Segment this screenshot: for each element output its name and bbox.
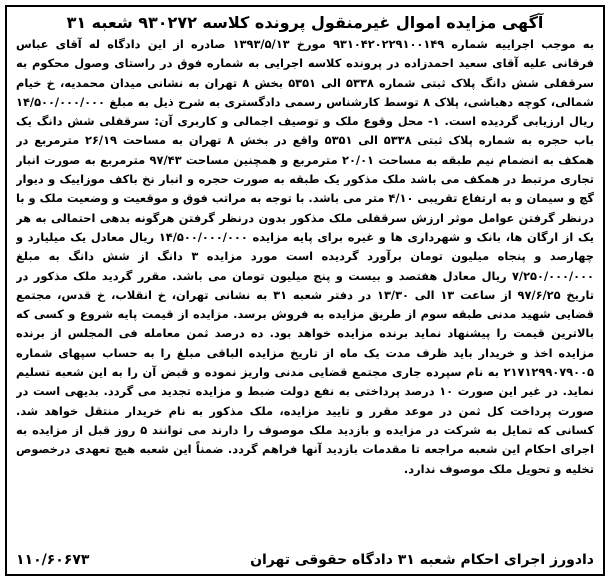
notice-footer xyxy=(16,550,594,570)
notice-title: آگهی مزایده اموال غیرمنقول پرونده کلاسه ۹۳۰۲۷۲ شعبه ۳۱ xyxy=(66,13,544,32)
notice-reference: ۱۱۰/۶۰۶۷۳ xyxy=(16,552,90,568)
notice-body: به موجب اجراییه شماره ۹۳۱۰۴۲۰۲۲۹۱۰۰۱۴۹ مورخ ۱۳۹۳/۵/۱۳ صادره از این دادگاه له آقای عباس فرقانی علیه آقای سعید احمدزاده در پرونده کلاسه اجرایی به شماره فوق در راستای وصول محکوم به سرقفلی شش دانگ پلاک ثبتی شماره ۵۳۳۸ الی ۵۳۵۱ بخش ۸ تهران به نشانی میدان محمدیه، خ خیام شمالی، کوچه دهباشی، پلاک ۸ توسط کارشناس رسمی دادگستری به شرح ذیل به مبلغ ۱۴/۵۰۰/۰۰۰/۰۰۰ ریال ارزیابی گردیده است. ۱- محل وقوع ملک و توصیف اجمالی و کاربری آن: سرقفلی شش دانگ یک باب حجره به شماره پلاک ثبتی ۵۳۳۸ الی ۵۳۵۱ واقع در بخش ۸ تهران به مساحت ۲۶/۱۹ مترمربع در همکف به انضمام نیم طبقه به مساحت ۲۰/۰۱ مترمربع و همچنین مساحت ۹۷/۴۳ مترمربع به صورت انبار تجاری مرتبط در همکف می باشد ملک مذکور یک طبقه به صورت حجره و انبار نخ باکف موزاییک و دیوار گچ و سیمان و به ارتفاع تقریبی ۴/۱۰ متر می باشد. با توجه به مراتب فوق و موقعیت و وضعیت ملک و با درنظر گرفتن عوامل موثر ارزش سرقفلی ملک مذکور بدون درنظر گرفتن هرگونه بدهی احتمالی به هر یک از ارگان ها، بانک و شهرداری ها و غیره برای پایه مزایده ۱۴/۵۰۰/۰۰۰/۰۰۰ ریال معادل یک میلیارد و چهارصد و پنجاه میلیون تومان برآورد گردیده است مورد مزایده ۳ دانگ از شش دانگ به مبلغ ۷/۲۵۰/۰۰۰/۰۰۰ ریال معادل هفتصد و بیست و پنج میلیون تومان می باشد. مقرر گردید ملک مذکور در تاریخ ۹۷/۶/۲۵ از ساعت ۱۳ الی ۱۳/۳۰ در دفتر شعبه ۳۱ به نشانی تهران، خ انقلاب، خ قدس، مجتمع قضایی شهید مدنی طبقه سوم از طریق مزایده به فروش برسد. مزایده از قیمت پایه شروع و کسی که بالاترین قیمت را پیشنهاد نماید برنده مزایده خواهد بود. ده درصد ثمن معامله فی المجلس از برنده مزایده اخذ و خریدار باید ظرف مدت یک ماه از تاریخ مزایده الباقی مبلغ را به حساب سپهای شماره ۲۱۷۱۲۹۹۰۷۹۰۰۵ به نام سپرده جاری مجتمع قضایی مدنی واریز نموده و قبض آن را به این شعبه تسلیم نماید. در غیر این صورت ۱۰ درصد پرداختی به نفع دولت ضبط و مزایده تجدید می گردد. بدیهی است در صورت پرداخت کل ثمن در موعد مقرر و تایید مزایده، ملک مذکور به نام خریدار منتقل خواهد شد. کسانی که تمایل به شرکت در مزایده و بازدید ملک موصوف را دارند می توانند ۵ روز قبل از مزایده به اجرای احکام این شعبه مراجعه تا مقدمات بازدید آنها فراهم گردد. ضمناً این شعبه هیچ تعهدی درخصوص تخلیه و تحویل ملک موصوف ندارد. xyxy=(16,37,594,476)
notice-signature: دادورز اجرای احکام شعبه ۳۱ دادگاه حقوقی تهران xyxy=(250,552,594,568)
notice-box xyxy=(5,5,605,576)
